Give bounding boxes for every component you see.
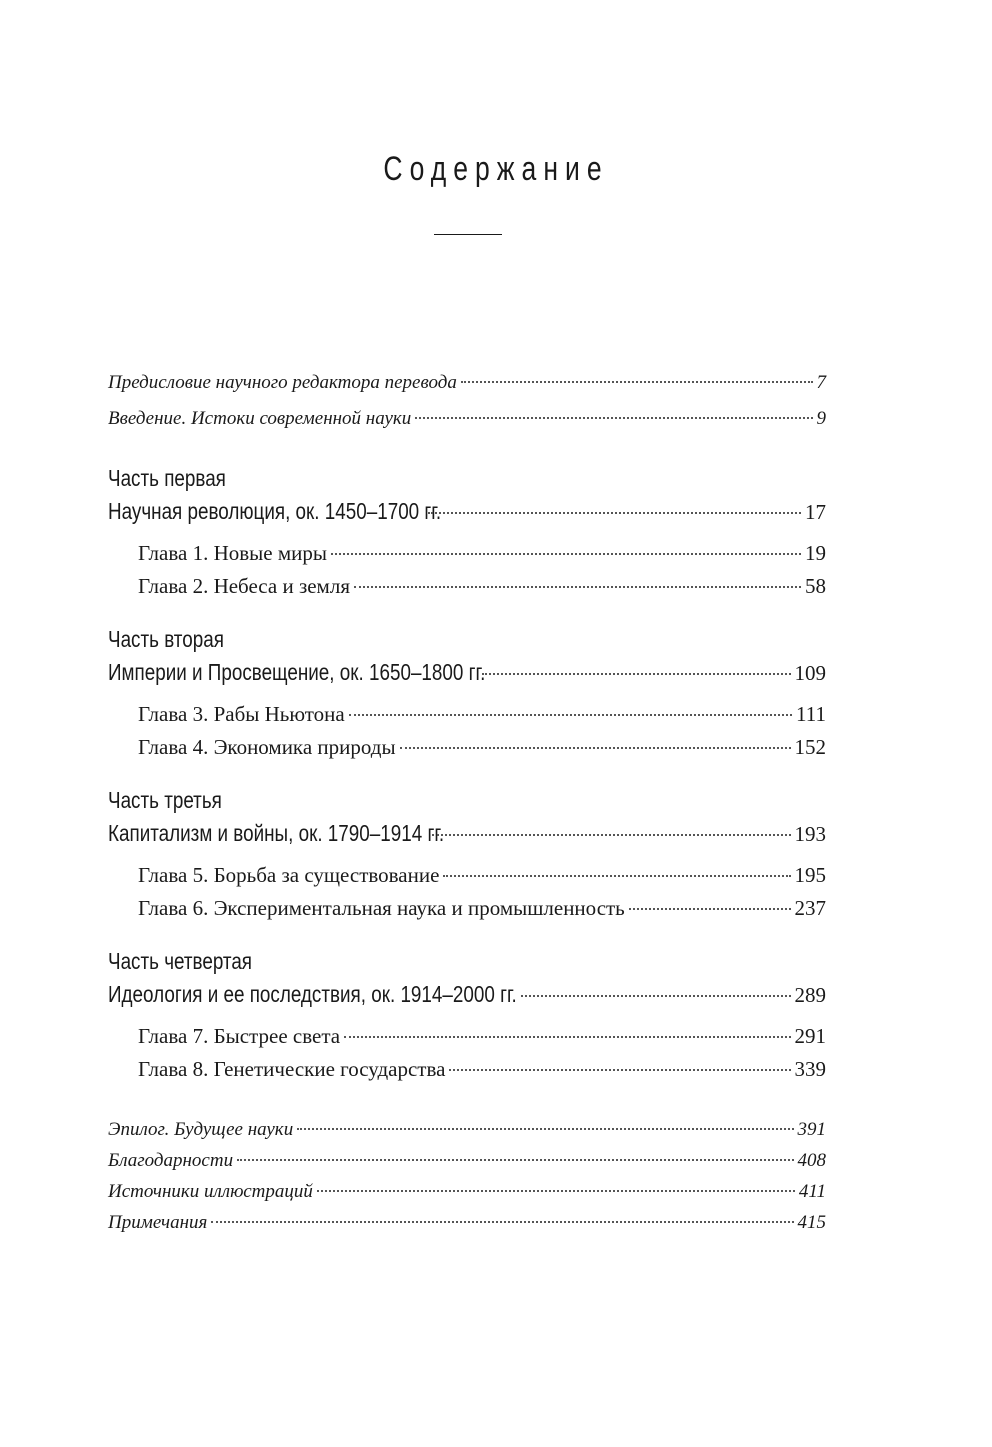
dot-leader (428, 512, 801, 514)
toc-entry-page: 411 (798, 1181, 826, 1202)
toc-entry-page: 58 (805, 574, 826, 598)
toc-entry-page: 415 (797, 1212, 826, 1233)
toc-entry-label: Капитализм и войны, ок. 1790–1914 гг. (108, 820, 445, 846)
dot-leader (237, 1159, 793, 1161)
toc-entry-illustration-sources[interactable] (108, 1178, 826, 1206)
part-1-label: Часть первая (108, 465, 226, 491)
toc-entry-part-4[interactable] (108, 980, 826, 1009)
part-4-label: Часть четвертая (108, 948, 253, 974)
toc-entry-label: Благодарности (108, 1150, 234, 1171)
toc-entry-page: 408 (797, 1150, 826, 1171)
toc-entry-chapter-2[interactable] (138, 572, 826, 600)
toc-entry-label: Глава 5. Борьба за существование (138, 863, 440, 887)
toc-entry-page: 289 (794, 983, 826, 1007)
toc-entry-page: 111 (796, 702, 826, 726)
dot-leader (211, 1221, 793, 1223)
dot-leader (344, 1036, 790, 1038)
toc-entry-label: Эпилог. Будущее науки (108, 1119, 294, 1140)
toc-entry-page: 391 (797, 1119, 826, 1140)
toc-entry-label: Глава 8. Генетические государства (138, 1057, 446, 1081)
toc-entry-page: 193 (794, 822, 826, 846)
toc-entry-page: 109 (794, 661, 826, 685)
toc-entry-label: Глава 1. Новые миры (138, 541, 327, 565)
dot-leader (415, 417, 812, 419)
toc-entry-page: 19 (805, 541, 826, 565)
dot-leader (297, 1128, 793, 1130)
toc-entry-acknowledgements[interactable] (108, 1147, 826, 1175)
toc-entry-label: Предисловие научного редактора перевода (108, 372, 457, 393)
toc-entry-page: 17 (805, 500, 826, 524)
dot-leader (521, 995, 791, 997)
dot-leader (432, 834, 791, 836)
dot-leader (354, 586, 801, 588)
toc-entry-label: Империи и Просвещение, ок. 1650–1800 гг. (108, 659, 486, 685)
toc-entry-label: Научная революция, ок. 1450–1700 гг. (108, 498, 442, 524)
toc-entry-notes[interactable] (108, 1209, 826, 1237)
toc-entry-page: 152 (794, 735, 826, 759)
toc-entry-label: Глава 2. Небеса и земля (138, 574, 350, 598)
toc-entry-label: Источники иллюстраций (108, 1181, 313, 1202)
dot-leader (629, 908, 791, 910)
part-2-label: Часть вторая (108, 626, 224, 652)
toc-entry-label: Примечания (108, 1212, 208, 1233)
dot-leader (482, 673, 790, 675)
dot-leader (317, 1190, 795, 1192)
toc-entry-page: 291 (794, 1024, 826, 1048)
toc-entry-label: Глава 6. Экспериментальная наука и промышленность (138, 896, 625, 920)
toc-entry-introduction[interactable] (108, 405, 826, 433)
toc-entry-page: 195 (794, 863, 826, 887)
toc-entry-label: Введение. Истоки современной науки (108, 408, 412, 429)
toc-entry-page: 9 (816, 408, 826, 429)
toc-entry-chapter-6[interactable] (138, 894, 826, 922)
dot-leader (461, 381, 813, 383)
toc-entry-chapter-5[interactable] (138, 861, 826, 889)
toc-entry-preface[interactable] (108, 369, 826, 397)
dot-leader (331, 553, 801, 555)
part-3-label: Часть третья (108, 787, 222, 813)
toc-entry-chapter-3[interactable] (138, 700, 826, 728)
toc-entry-chapter-1[interactable] (138, 539, 826, 567)
dot-leader (443, 875, 790, 877)
toc-entry-label: Глава 7. Быстрее света (138, 1024, 341, 1048)
toc-entry-page: 339 (794, 1057, 826, 1081)
toc-entry-part-3[interactable] (108, 819, 826, 848)
toc-entry-label: Идеология и ее последствия, ок. 1914–2000 гг. (108, 981, 517, 1007)
toc-entry-page: 7 (816, 372, 826, 393)
toc-entry-epilogue[interactable] (108, 1116, 826, 1144)
toc-entry-chapter-7[interactable] (138, 1022, 826, 1050)
toc-entry-part-2[interactable] (108, 658, 826, 687)
toc-entry-chapter-8[interactable] (138, 1055, 826, 1083)
title-rule (434, 234, 502, 235)
dot-leader (349, 714, 792, 716)
dot-leader (400, 747, 791, 749)
dot-leader (449, 1069, 790, 1071)
toc-entry-chapter-4[interactable] (138, 733, 826, 761)
toc-entry-label: Глава 3. Рабы Ньютона (138, 702, 345, 726)
toc-entry-label: Глава 4. Экономика природы (138, 735, 396, 759)
toc-entry-page: 237 (794, 896, 826, 920)
page-title: Содержание (383, 150, 609, 188)
toc-entry-part-1[interactable] (108, 497, 826, 526)
